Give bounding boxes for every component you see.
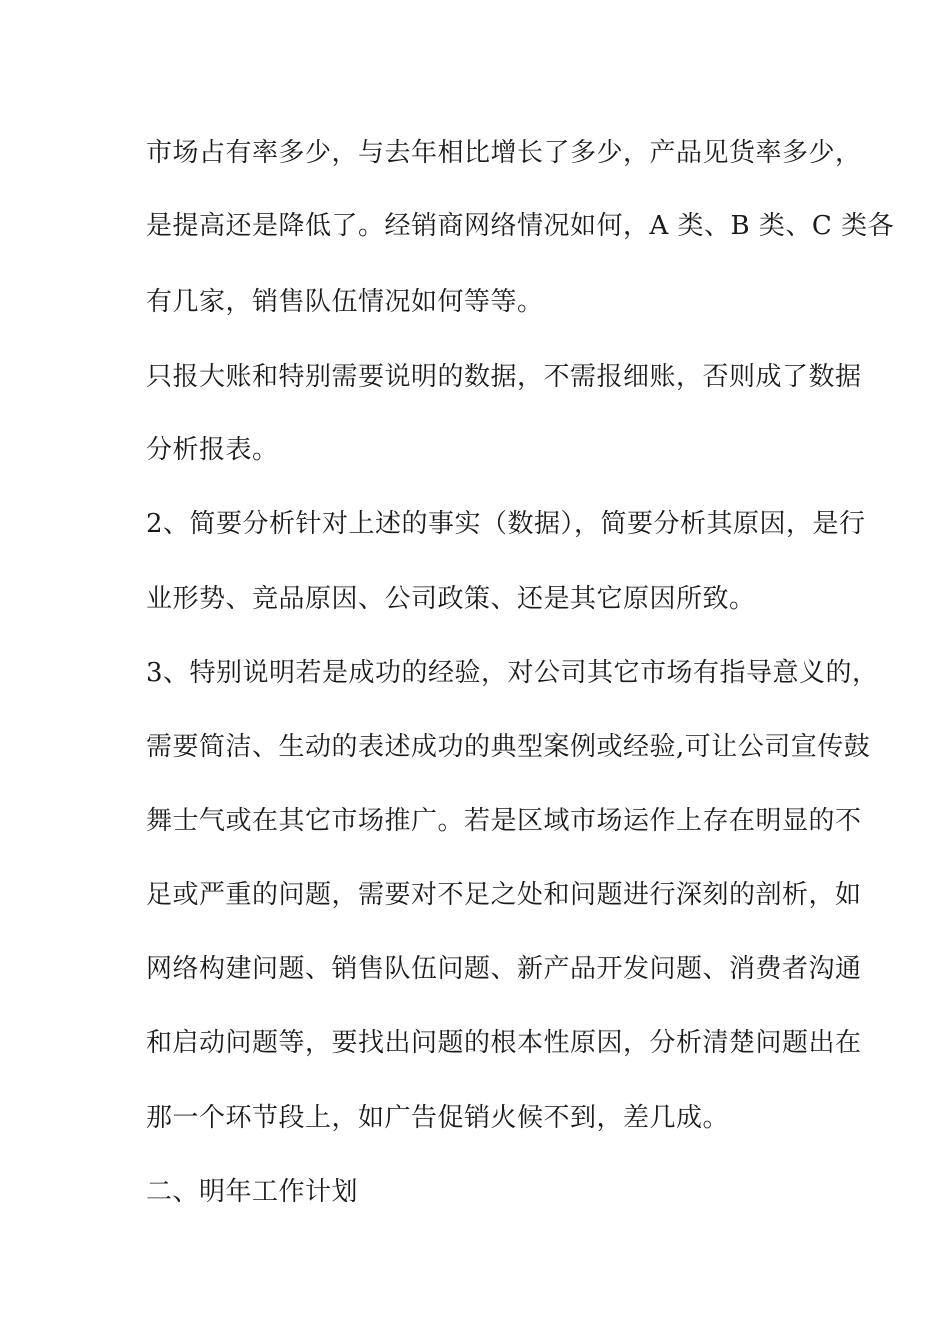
text-line: 是提高还是降低了。经销商网络情况如何，A 类、B 类、C 类各 <box>146 211 895 241</box>
text-line: 业形势、竞品原因、公司政策、还是其它原因所致。 <box>146 584 756 614</box>
section-heading: 二、明年工作计划 <box>146 1177 359 1207</box>
text-line: 只报大账和特别需要说明的数据，不需报细账，否则成了数据 <box>146 362 862 392</box>
text-line: 舞士气或在其它市场推广。若是区域市场运作上存在明显的不 <box>146 806 862 836</box>
text-line: 有几家，销售队伍情况如何等等。 <box>146 287 544 317</box>
text-line: 市场占有率多少，与去年相比增长了多少，产品见货率多少， <box>146 138 862 168</box>
text-line: 和启动问题等，要找出问题的根本性原因，分析清楚问题出在 <box>146 1028 862 1058</box>
text-line: 那一个环节段上，如广告促销火候不到，差几成。 <box>146 1103 730 1133</box>
text-line: 分析报表。 <box>146 435 279 465</box>
text-line: 足或严重的问题，需要对不足之处和问题进行深刻的剖析，如 <box>146 880 862 910</box>
text-line: 网络构建问题、销售队伍问题、新产品开发问题、消费者沟通 <box>146 954 862 984</box>
text-line: 2、简要分析针对上述的事实（数据），简要分析其原因，是行 <box>146 509 866 539</box>
text-line: 需要简洁、生动的表述成功的典型案例或经验,可让公司宣传鼓 <box>146 732 871 762</box>
text-line: 3、特别说明若是成功的经验，对公司其它市场有指导意义的， <box>146 658 879 688</box>
